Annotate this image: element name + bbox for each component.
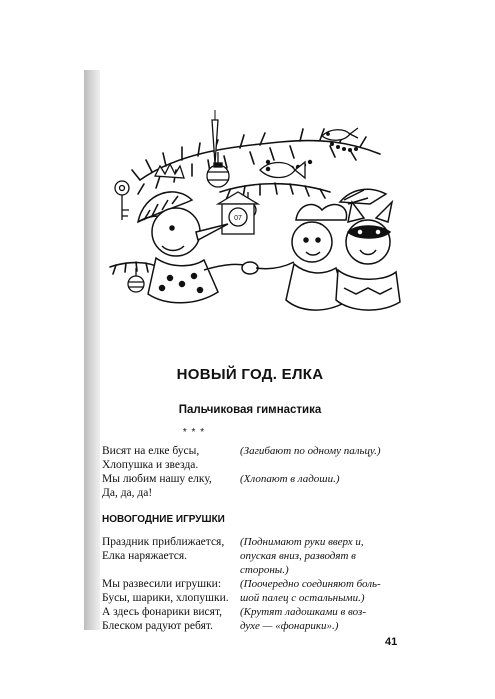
poem2-line: Бусы, шарики, хлопушки.	[102, 592, 229, 604]
section-heading: НОВОГОДНИЕ ИГРУШКИ	[102, 514, 225, 525]
poem2-instruction: опуская вниз, разводят в	[240, 550, 356, 562]
poem1-line: Висят на елке бусы,	[102, 445, 200, 457]
poem2-instruction: (Поднимают руки вверх и,	[240, 536, 364, 548]
poem2-instruction: стороны.)	[240, 564, 289, 576]
ornament-label: 07	[234, 215, 242, 222]
poem2-line: Мы развесили игрушки:	[102, 578, 222, 590]
section-subtitle: Пальчиковая гимнастика	[178, 404, 322, 416]
poem2-line: Блеском радуют ребят.	[102, 620, 213, 632]
poem2-instruction: (Поочередно соединяют боль-	[240, 578, 381, 590]
page-number: 41	[385, 636, 398, 648]
poem2-line: Праздник приближается,	[102, 536, 225, 548]
poem2-instruction: (Крутят ладошками в воз-	[240, 606, 366, 618]
poem-separator-asterisks: * * *	[182, 427, 206, 438]
poem2-instruction: духе — «фонарики».)	[240, 620, 339, 632]
poem2-instruction: шой палец с остальными.)	[240, 592, 365, 604]
page-title: НОВЫЙ ГОД. ЕЛКА	[176, 366, 324, 383]
poem1-line: Да, да, да!	[102, 487, 153, 499]
poem1-instruction: (Загибают по одному пальцу.)	[240, 445, 381, 457]
poem1-line: Мы любим нашу елку,	[102, 473, 212, 485]
book-page	[100, 70, 410, 648]
new-year-illustration	[100, 92, 410, 342]
poem2-line: А здесь фонарики висят,	[102, 606, 222, 618]
poem1-instruction: (Хлопают в ладоши.)	[240, 473, 340, 485]
poem1-line: Хлопушка и звезда.	[102, 459, 199, 471]
poem2-line: Елка наряжается.	[102, 550, 188, 562]
